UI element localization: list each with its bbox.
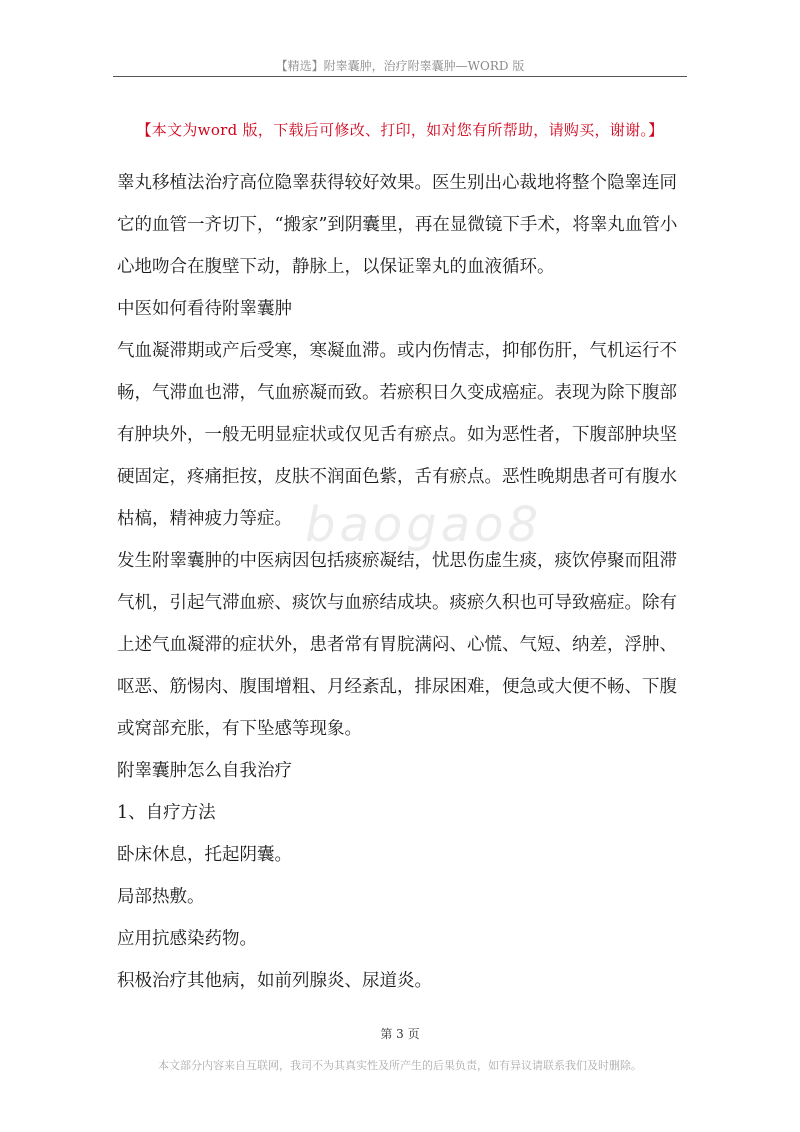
section-heading-self-treatment: 附睾囊肿怎么自我治疗 — [117, 761, 292, 781]
page-number: 第 3 页 — [380, 1027, 420, 1041]
list-item-treat-other: 积极治疗其他病，如前列腺炎、尿道炎。 — [117, 971, 432, 991]
section-heading-tcm-view: 中医如何看待附睾囊肿 — [117, 299, 292, 319]
paragraph-transplant: 睾丸移植法治疗高位隐睾获得较好效果。医生别出心裁地将整个隐睾连同它的血管一齐切下，“搬家”到阴囊里，再在显微镜下手术，将睾丸血管小心地吻合在腹壁下动，静脉上，以保证睾丸的血液循环。 — [117, 173, 678, 277]
list-item-hot-compress: 局部热敷。 — [117, 887, 205, 907]
watermark: baogao8 — [305, 497, 543, 553]
subheading-self-methods: 1、自疗方法 — [117, 803, 216, 823]
page-header: 【精选】附睾囊肿，治疗附睾囊肿—WORD 版 — [275, 59, 525, 73]
list-item-antibiotics: 应用抗感染药物。 — [117, 929, 257, 949]
list-item-bed-rest: 卧床休息，托起阴囊。 — [117, 845, 292, 865]
purchase-notice: 【本文为word 版，下载后可修改、打印，如对您有所帮助，请购买，谢谢。】 — [136, 121, 664, 139]
paragraph-tcm-causes: 发生附睾囊肿的中医病因包括痰瘀凝结，忧思伤虚生痰，痰饮停聚而阻滞气机，引起气滞血瘀、痰饮与血瘀结成块。痰瘀久积也可导致癌症。除有上述气血凝滞的症状外，患者常有胃脘满闷、心慌、气短、纳差，浮肿、呕恶、筋惕肉、腹围增粗、月经紊乱，排尿困难，便急或大便不畅、下腹或窝部充胀，有下坠感等现象。 — [117, 551, 677, 739]
document-body — [117, 162, 687, 1002]
page-footer-disclaimer: 本文部分内容来自互联网，我司不为其真实性及所产生的后果负责，如有异议请联系我们及时删除。 — [158, 1059, 642, 1072]
header-divider — [113, 76, 687, 77]
paragraph-qi-blood: 气血凝滞期或产后受寒，寒凝血滞。或内伤情志，抑郁伤肝，气机运行不畅，气滞血也滞，气血瘀凝而致。若瘀积日久变成癌症。表现为除下腹部有肿块外，一般无明显症状或仅见舌有瘀点。如为恶性者，下腹部肿块坚硬固定，疼痛拒按，皮肤不润面色紫，舌有瘀点。恶性晚期患者可有腹水枯槁，精神疲力等症。 — [117, 341, 677, 529]
